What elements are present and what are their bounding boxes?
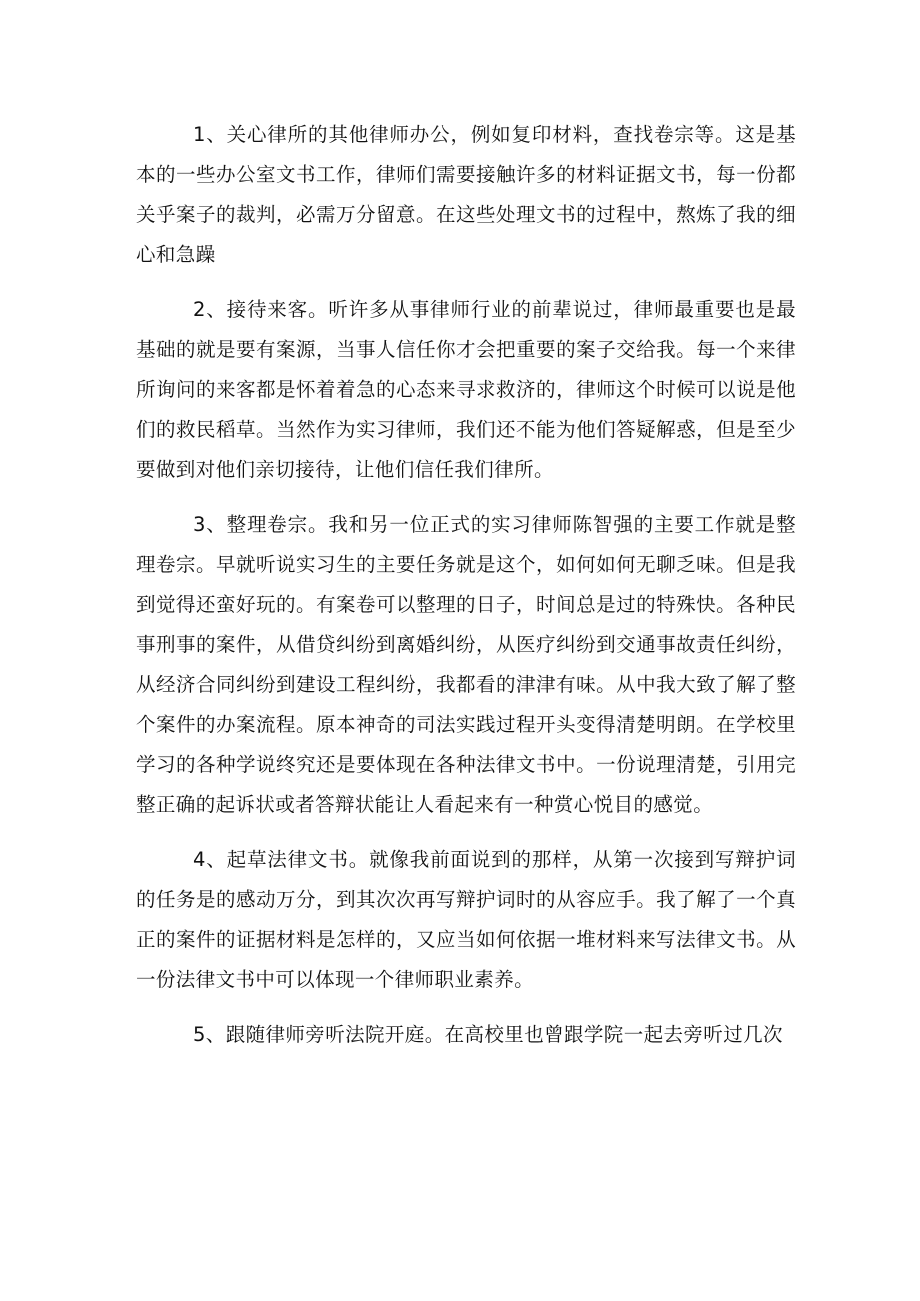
paragraph-2: 2、接待来客。听许多从事律师行业的前辈说过，律师最重要也是最基础的就是要有案源，当事人信任你才会把重要的案子交给我。每一个来律所询问的来客都是怀着着急的心态来寻求救济的，律师这个时候可以说是他们的救民稻草。当然作为实习律师，我们还不能为他们答疑解惑，但是至少要做到对他们亲切接待，让他们信任我们律所。 xyxy=(136,298,796,481)
document-body xyxy=(136,115,796,1055)
paragraph-1: 1、关心律所的其他律师办公，例如复印材料，查找卷宗等。这是基本的一些办公室文书工作，律师们需要接触许多的材料证据文书，每一份都关乎案子的裁判，必需万分留意。在这些处理文书的过程中，熬炼了我的细心和急躁 xyxy=(136,123,796,266)
paragraph-5: 5、跟随律师旁听法院开庭。在高校里也曾跟学院一起去旁听过几次 xyxy=(193,1023,783,1046)
paragraph-4: 4、起草法律文书。就像我前面说到的那样，从第一次接到写辩护词的任务是的感动万分，到其次次再写辩护词时的从容应手。我了解了一个真正的案件的证据材料是怎样的，又应当如何依据一堆材料来写法律文书。从一份法律文书中可以体现一个律师职业素养。 xyxy=(136,848,796,991)
paragraph-3: 3、整理卷宗。我和另一位正式的实习律师陈智强的主要工作就是整理卷宗。早就听说实习生的主要任务就是这个，如何如何无聊乏味。但是我到觉得还蛮好玩的。有案卷可以整理的日子，时间总是过的特殊快。各种民事刑事的案件，从借贷纠纷到离婚纠纷，从医疗纠纷到交通事故责任纠纷，从经济合同纠纷到建设工程纠纷，我都看的津津有味。从中我大致了解了整个案件的办案流程。原本神奇的司法实践过程开头变得清楚明朗。在学校里学习的各种学说终究还是要体现在各种法律文书中。一份说理清楚，引用完整正确的起诉状或者答辩状能让人看起来有一种赏心悦目的感觉。 xyxy=(136,513,796,816)
